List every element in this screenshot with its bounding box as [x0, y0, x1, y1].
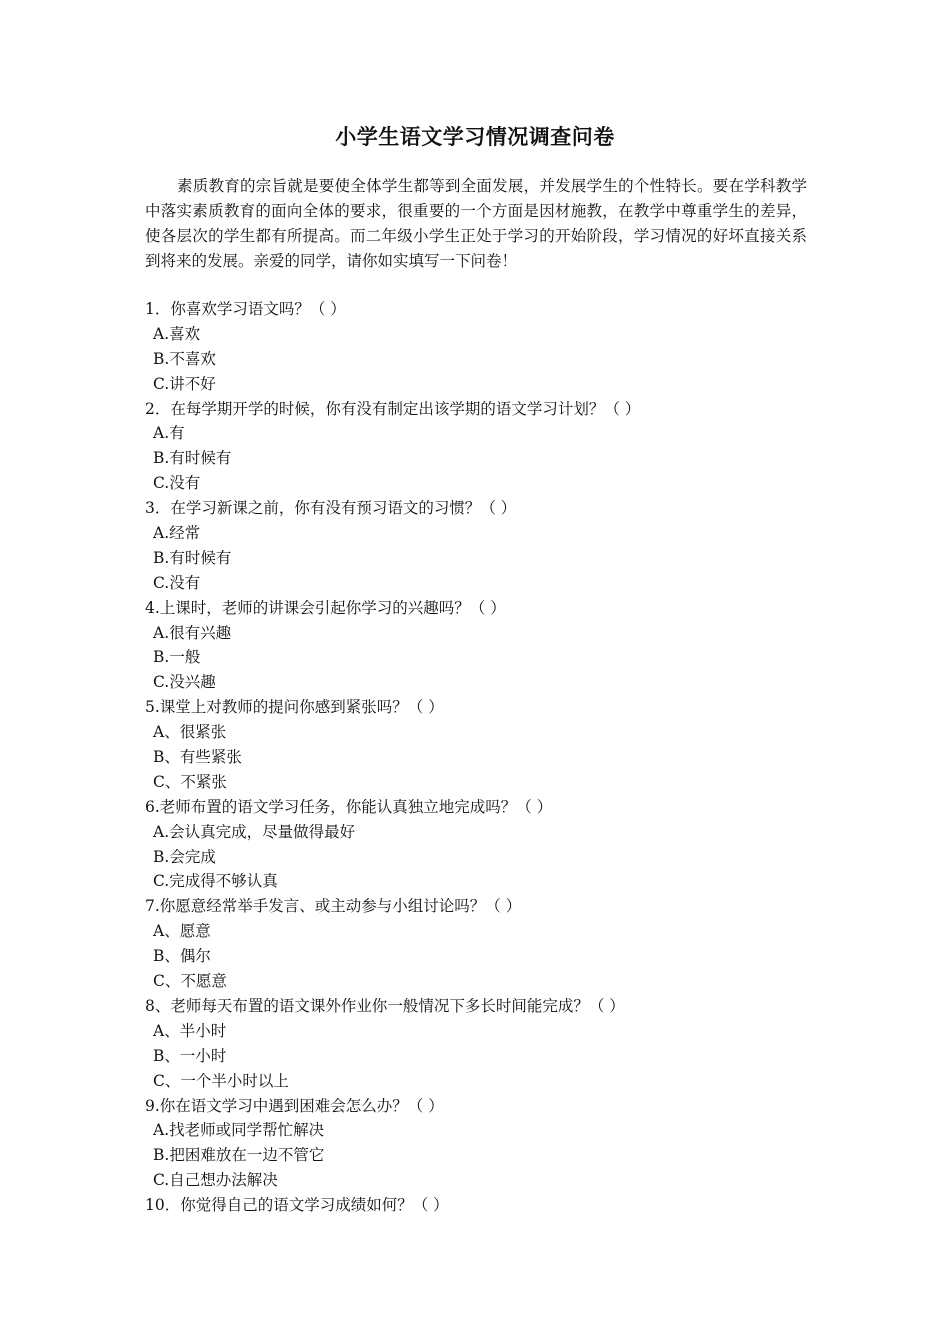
answer-option: C、不紧张	[153, 772, 227, 791]
answer-option: B.有时候有	[153, 449, 232, 468]
answer-option: B.一般	[153, 648, 201, 667]
page-title: 小学生语文学习情况调查问卷	[335, 124, 615, 149]
answer-option: A、愿意	[153, 922, 211, 941]
answer-option: A.找老师或同学帮忙解决	[153, 1121, 325, 1140]
answer-option: A、很紧张	[153, 723, 227, 742]
answer-option: A.经常	[153, 524, 201, 543]
question-text: 9.你在语文学习中遇到困难会怎么办？（ ）	[145, 1096, 444, 1115]
answer-option: C、不愿意	[153, 972, 227, 991]
answer-option: B.会完成	[153, 847, 216, 866]
question-block	[145, 795, 807, 895]
question-block	[145, 496, 807, 596]
question-text: 7.你愿意经常举手发言、或主动参与小组讨论吗？（ ）	[145, 897, 522, 916]
answer-option: B、偶尔	[153, 947, 211, 966]
question-text: 2．在每学期开学的时候，你有没有制定出该学期的语文学习计划？（ ）	[145, 399, 641, 418]
answer-option: B.把困难放在一边不管它	[153, 1146, 325, 1165]
question-block	[145, 596, 807, 696]
answer-option: C.完成得不够认真	[153, 872, 278, 891]
answer-option: B.不喜欢	[153, 349, 216, 368]
question-block	[145, 297, 807, 397]
answer-option: C.讲不好	[153, 374, 216, 393]
answer-option: A.会认真完成，尽量做得最好	[153, 822, 356, 841]
question-list	[145, 297, 807, 1218]
question-text: 3．在学习新课之前，你有没有预习语文的习惯？（ ）	[145, 499, 517, 518]
answer-option: A.很有兴趣	[153, 623, 232, 642]
question-text: 10．你觉得自己的语文学习成绩如何？（ ）	[145, 1196, 449, 1215]
question-block	[145, 994, 807, 1094]
intro-paragraph: 素质教育的宗旨就是要使全体学生都等到全面发展，并发展学生的个性特长。要在学科教学中落实素质教育的面向全体的要求，很重要的一个方面是因材施教，在教学中尊重学生的差异，使各层次的学生都有所提高。而二年级小学生正处于学习的开始阶段，学习情况的好坏直接关系到将来的发展。亲爱的同学，请你如实填写一下问卷！	[145, 177, 807, 270]
question-block	[145, 1094, 807, 1194]
question-block	[145, 1193, 807, 1218]
question-text: 4.上课时，老师的讲课会引起你学习的兴趣吗？（ ）	[145, 598, 506, 617]
question-block	[145, 894, 807, 994]
answer-option: B、一小时	[153, 1046, 227, 1065]
question-block	[145, 397, 807, 497]
answer-option: A.有	[153, 424, 185, 443]
answer-option: B.有时候有	[153, 548, 232, 567]
answer-option: C.没有	[153, 573, 201, 592]
answer-option: A、半小时	[153, 1021, 227, 1040]
question-block	[145, 695, 807, 795]
question-text: 5.课堂上对教师的提问你感到紧张吗？（ ）	[145, 698, 444, 717]
answer-option: C.没兴趣	[153, 673, 216, 692]
answer-option: C.自己想办法解决	[153, 1171, 278, 1190]
question-text: 6.老师布置的语文学习任务，你能认真独立地完成吗？（ ）	[145, 797, 553, 816]
answer-option: A.喜欢	[153, 324, 201, 343]
answer-option: B、有些紧张	[153, 748, 242, 767]
answer-option: C、一个半小时以上	[153, 1071, 289, 1090]
answer-option: C.没有	[153, 474, 201, 493]
question-text: 1．你喜欢学习语文吗？（ ）	[145, 300, 346, 318]
question-text: 8、老师每天布置的语文课外作业你一般情况下多长时间能完成？（ ）	[145, 996, 625, 1015]
